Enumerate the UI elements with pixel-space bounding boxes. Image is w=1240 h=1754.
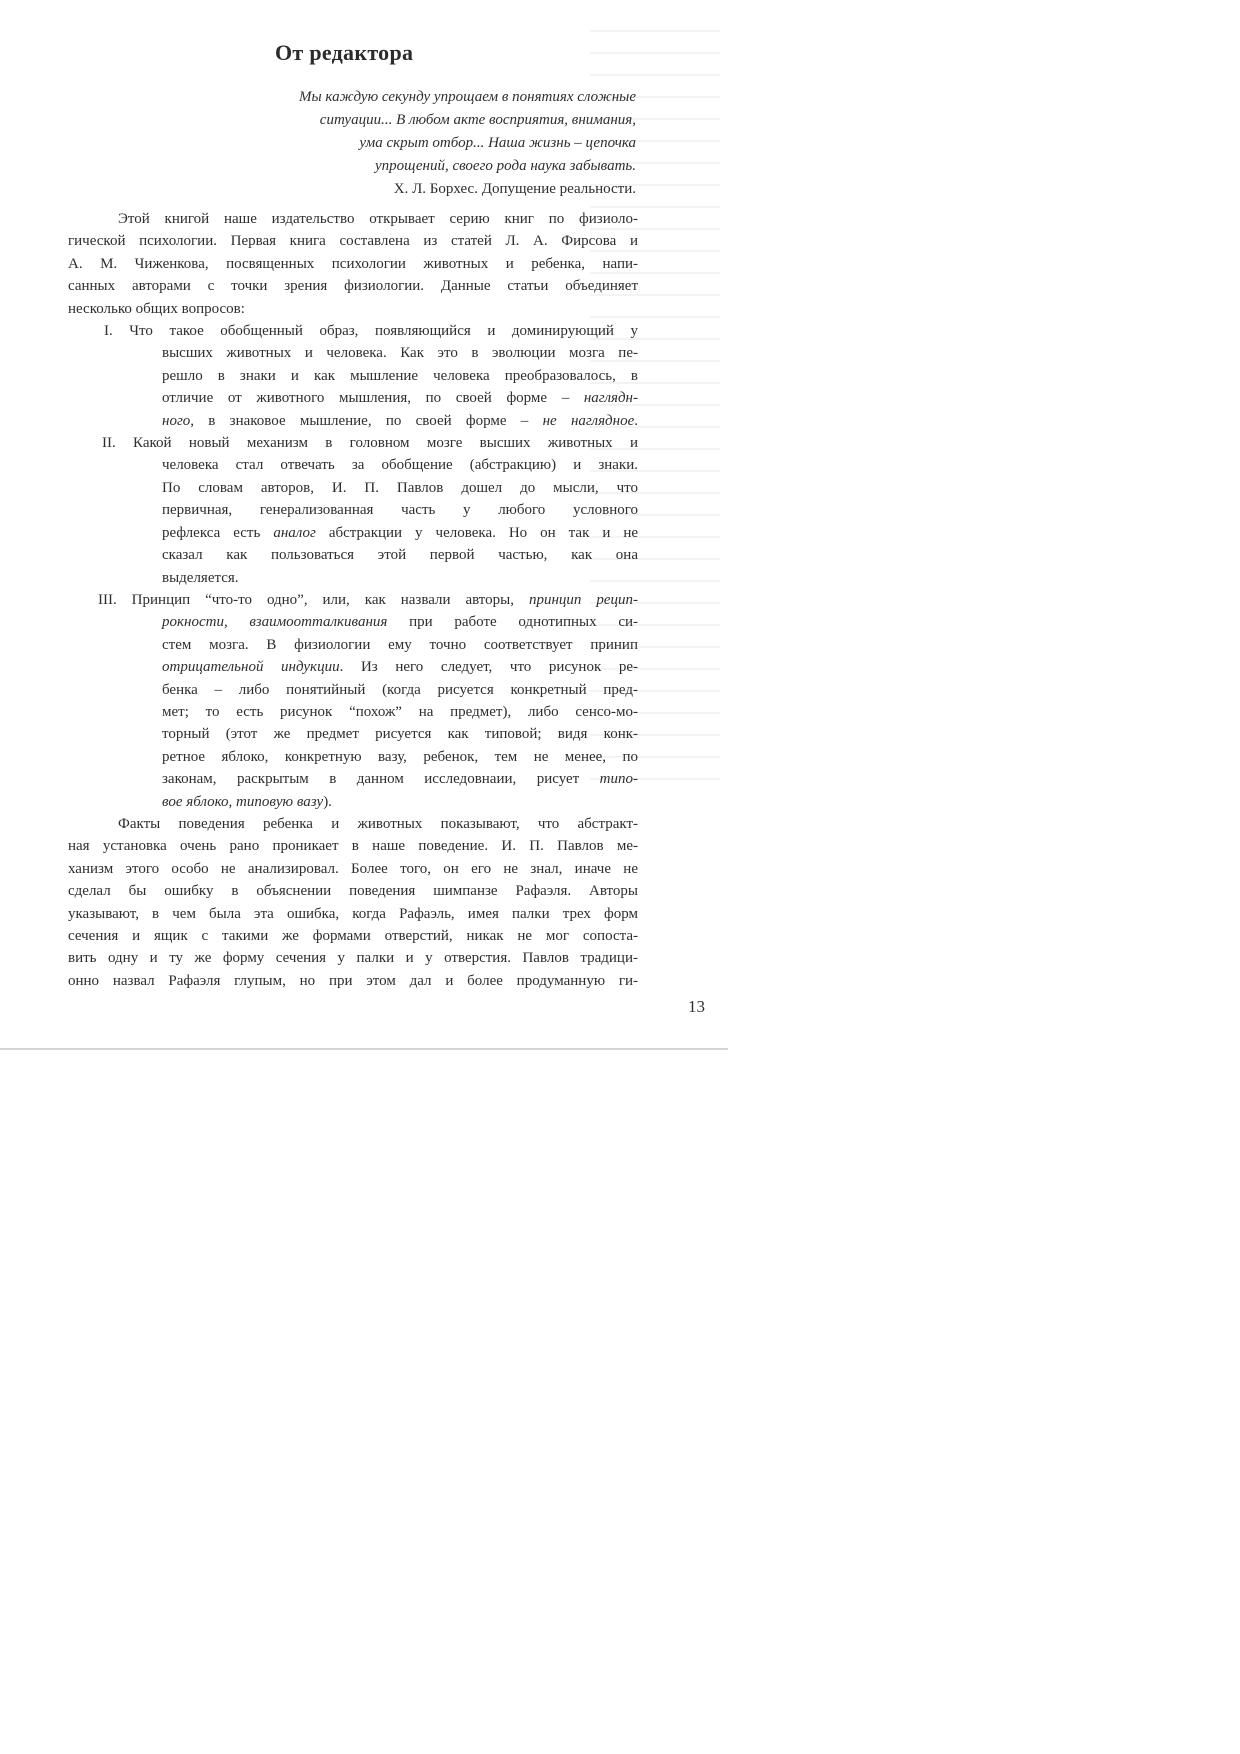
text-line: гической психологии. Первая книга составлена из статей Л. А. Фирсова и — [68, 233, 638, 250]
list-item-3-line: мет; то есть рисунок “похож” на предмет), либо сенсо-мо- — [162, 703, 638, 720]
text-line: А. М. Чиженкова, посвященных психологии животных и ребенка, напи- — [68, 255, 638, 272]
list-item-2-line: человека стал отвечать за обобщение (абстракцию) и знаки. — [162, 457, 638, 474]
text-line: ханизм этого особо не анализировал. Более того, он его не знал, иначе не — [68, 860, 638, 877]
text-line: Факты поведения ребенка и животных показывают, что абстракт- — [118, 815, 638, 832]
list-item-2-line: II. Какой новый механизм в головном мозге высших животных и — [102, 435, 638, 452]
list-item-3-line: законам, раскрытым в данном исследовнаии, рисует типо- — [162, 771, 638, 788]
list-item-3-line: бенка – либо понятийный (когда рисуется конкретный пред- — [162, 681, 638, 698]
text-line: сделал бы ошибку в объяснении поведения шимпанзе Рафаэля. Авторы — [68, 883, 638, 900]
list-item-1-line: высших животных и человека. Как это в эволюции мозга пе- — [162, 345, 638, 362]
list-item-1-line: решло в знаки и как мышление человека преобразовалось, в — [162, 367, 638, 384]
list-item-3-line: торный (этот же предмет рисуется как типовой; видя конк- — [162, 726, 638, 743]
epigraph — [208, 86, 636, 201]
list-item-2-line: первичная, генерализованная часть у любого условного — [162, 502, 638, 519]
list-item-2-line: По словам авторов, И. П. Павлов дошел до мысли, что — [162, 479, 638, 496]
page-edge-line — [0, 1048, 728, 1050]
body-text — [68, 208, 638, 992]
list-item-3-line: III. Принцип “что-то одно”, или, как назвали авторы, принцип рецип- — [98, 591, 638, 608]
epigraph-line: Мы каждую секунду упрощаем в понятиях сложные — [299, 89, 636, 105]
list-item-3-line: рокности, взаимоотталкивания при работе однотипных си- — [162, 614, 638, 631]
text-line: Этой книгой наше издательство открывает серию книг по физиоло- — [118, 211, 638, 227]
text-line: вить одну и ту же форму сечения у палки и у отверстия. Павлов традици- — [68, 950, 638, 967]
epigraph-line: упрощений, своего рода наука забывать. — [375, 158, 636, 174]
list-item-3-line: вое яблоко, типовую вазу). — [162, 793, 332, 810]
text-line: онно назвал Рафаэля глупым, но при этом дал и более продуманную ги- — [68, 972, 638, 989]
page-title: От редактора — [275, 40, 414, 65]
text-line: санных авторами с точки зрения физиологии. Данные статьи объединяет — [68, 278, 638, 295]
page-number: 13 — [688, 997, 705, 1016]
list-item-3-line: стем мозга. В физиологии ему точно соответствует принип — [162, 636, 638, 653]
text-line: несколько общих вопросов: — [68, 300, 245, 317]
text-line: указывают, в чем была эта ошибка, когда Рафаэль, имея палки трех форм — [68, 905, 638, 922]
epigraph-line: ситуации... В любом акте восприятия, внимания, — [319, 112, 636, 128]
text-line: ная установка очень рано проникает в наше поведение. И. П. Павлов ме- — [68, 838, 638, 855]
list-item-1-line: отличие от животного мышления, по своей форме – наглядн- — [162, 390, 638, 407]
list-item-1-line: I. Что такое обобщенный образ, появляющийся и доминирующий у — [104, 323, 638, 340]
text-line: сечения и ящик с такими же формами отверстий, никак не мог сопоста- — [68, 928, 638, 944]
list-item-2-line: выделяется. — [162, 569, 239, 586]
list-item-3-line: ретное яблоко, конкретную вазу, ребенок, тем не менее, по — [162, 748, 638, 765]
list-item-2-line: рефлекса есть аналог абстракции у человека. Но он так и не — [162, 524, 639, 541]
list-item-1-line: ного, в знаковое мышление, по своей форме – не наглядное. — [162, 412, 638, 429]
list-item-2-line: сказал как пользоваться этой первой частью, как она — [162, 547, 638, 564]
epigraph-attribution: Х. Л. Борхес. Допущение реальности. — [393, 181, 636, 197]
epigraph-line: ума скрыт отбор... Наша жизнь – цепочка — [359, 135, 636, 151]
list-item-3-line: отрицательной индукции. Из него следует, что рисунок ре- — [162, 659, 639, 676]
